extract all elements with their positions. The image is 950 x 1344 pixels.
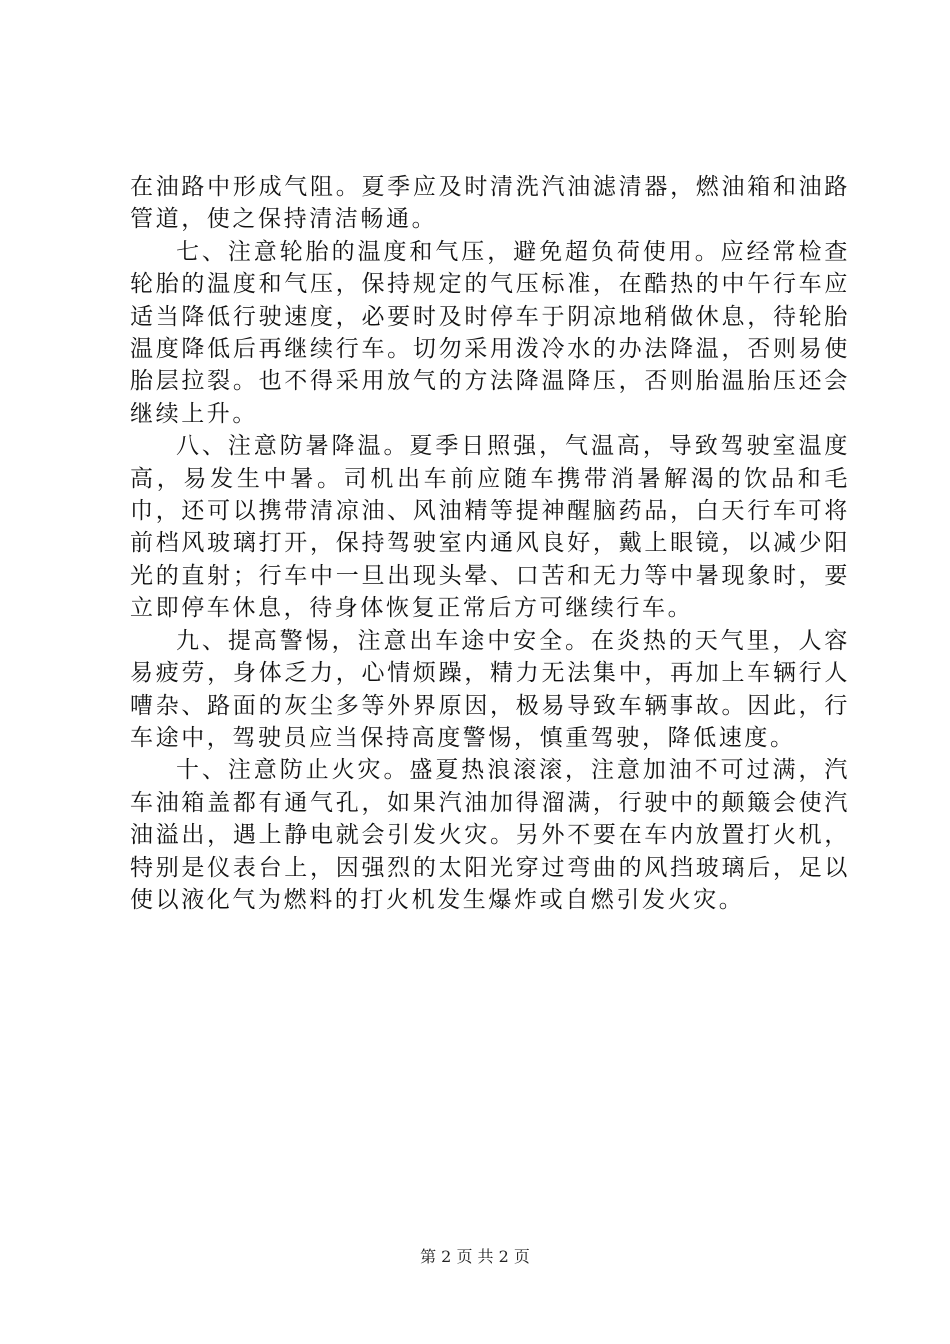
paragraph-heatstroke-prevention: 八、注意防暑降温。夏季日照强，气温高，导致驾驶室温度高，易发生中暑。司机出车前应随车携带消暑解渴的饮品和毛巾，还可以携带清凉油、风油精等提神醒脑药品，白天行车可将前档风玻璃打开，保持驾驶室内通风良好，戴上眼镜，以减少阳光的直射；行车中一旦出现头晕、口苦和无力等中暑现象时，要立即停车休息，待身体恢复正常后方可继续行车。 [130,433,850,622]
paragraph-fire-prevention: 十、注意防止火灾。盛夏热浪滚滚，注意加油不可过满，汽车油箱盖都有通气孔，如果汽油加得溜满，行驶中的颠簸会使汽油溢出，遇上静电就会引发火灾。另外不要在车内放置打火机，特别是仪表台上，因强烈的太阳光穿过弯曲的风挡玻璃后，足以使以液化气为燃料的打火机发生爆炸或自燃引发火灾。 [130,757,850,913]
paragraph-continuation: 在油路中形成气阻。夏季应及时清洗汽油滤清器，燃油箱和油路管道，使之保持清洁畅通。 [130,174,850,233]
paragraph-tire-temperature: 七、注意轮胎的温度和气压，避免超负荷使用。应经常检查轮胎的温度和气压，保持规定的气压标准，在酷热的中午行车应适当降低行驶速度，必要时及时停车于阴凉地稍做休息，待轮胎温度降低后再继续行车。切勿采用泼冷水的办法降温，否则易使胎层拉裂。也不得采用放气的方法降温降压，否则胎温胎压还会继续上升。 [130,238,850,427]
paragraph-driving-alertness: 九、提高警惕，注意出车途中安全。在炎热的天气里，人容易疲劳，身体乏力，心情烦躁，精力无法集中，再加上车辆行人嘈杂、路面的灰尘多等外界原因，极易导致车辆事故。因此，行车途中，驾驶员应当保持高度警惕，慎重驾驶，降低速度。 [130,627,850,751]
page-number: 第 2 页 共 2 页 [420,1247,530,1266]
body-text [130,171,850,916]
page-footer [0,1244,950,1267]
